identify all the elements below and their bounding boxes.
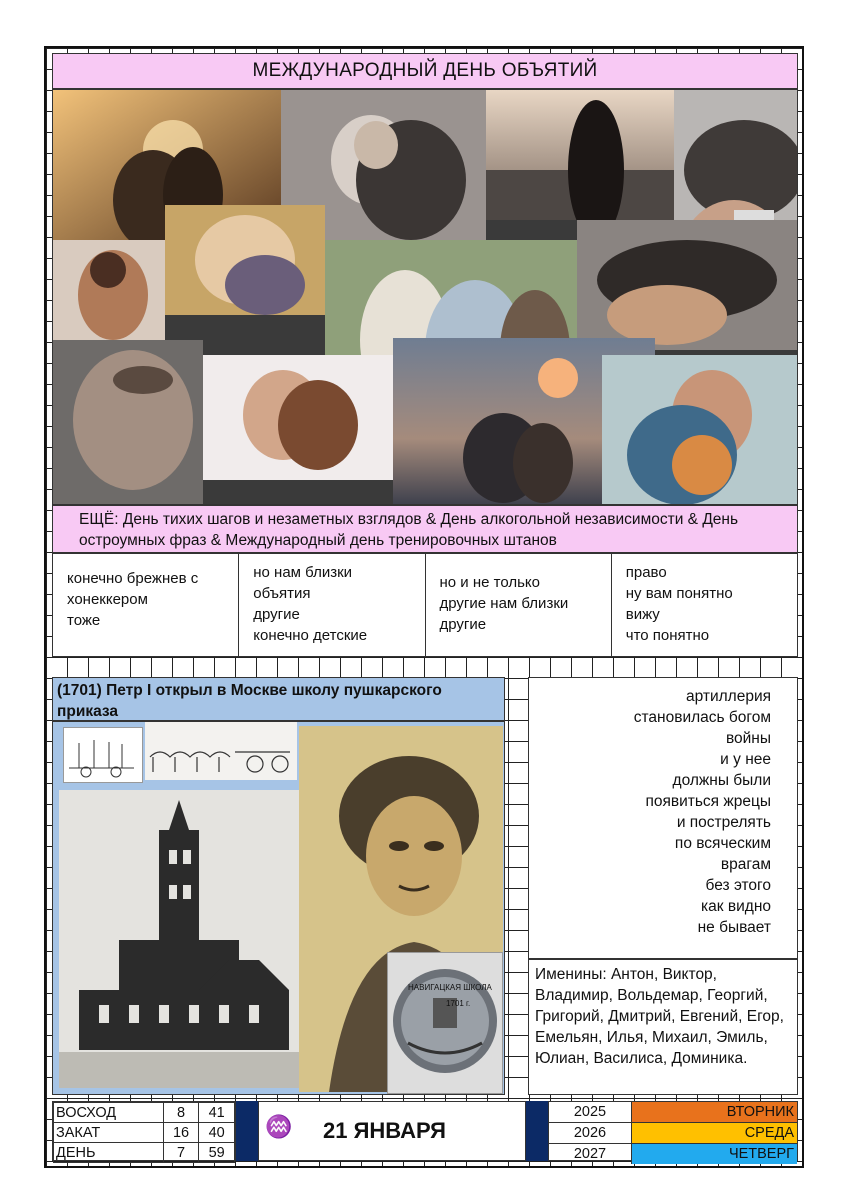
sun-row-sunset (54, 1123, 235, 1143)
aquarius-icon: ♒ (265, 1114, 293, 1139)
joke-line: конечно брежнев с (67, 570, 199, 587)
sun-row-daylength (54, 1143, 235, 1163)
year-row (549, 1144, 797, 1164)
joke-line: другие нам близки (439, 595, 569, 612)
name-days-text: Именины: Антон, Виктор, Владимир, Вольдемар, Георгий, Григорий, Дмитрий, Евгений, Егор, Емельян, Илья, Михаил, Эмиль, Юлиан, Василиса, Доминика. (535, 966, 784, 1067)
joke-line: объятия (253, 585, 311, 602)
sun-label: ЗАКАТ (54, 1123, 164, 1143)
date-box (258, 1101, 526, 1161)
year-number: 2027 (549, 1144, 632, 1164)
date-text: 21 ЯНВАРЯ (323, 1118, 446, 1143)
joke-column-3 (426, 554, 612, 656)
year-weekdays (548, 1101, 798, 1161)
year-number: 2025 (549, 1102, 632, 1122)
year-number: 2026 (549, 1123, 632, 1143)
sun-times-table (52, 1101, 236, 1161)
joke-line: ну вам понятно (625, 585, 733, 602)
poem-line: врагам (720, 856, 771, 873)
illustration-navigation-school-coin (387, 952, 503, 1094)
weekday-label: ВТОРНИК (632, 1102, 797, 1122)
name-days (528, 959, 798, 1095)
year-row (549, 1123, 797, 1144)
joke-line: тоже (67, 612, 101, 629)
poem-line: становилась богом (633, 709, 771, 726)
page-title (52, 53, 798, 89)
joke-line: что понятно (625, 627, 710, 644)
sun-hours: 8 (163, 1103, 199, 1123)
photo-man-woman-closeup (203, 355, 393, 480)
history-illustrations (52, 721, 505, 1095)
poem-line: как видно (701, 898, 771, 915)
poem-line: по всяческим (674, 835, 771, 852)
page-title-text: МЕЖДУНАРОДНЫЙ ДЕНЬ ОБЪЯТИЙ (252, 60, 598, 81)
sun-hours: 16 (163, 1123, 199, 1143)
joke-line: но нам близки (253, 564, 353, 581)
photo-couple-bare (53, 240, 165, 340)
also-celebrated (52, 505, 798, 553)
also-celebrated-text: ЕЩЁ: День тихих шагов и незаметных взглядов & День алкогольной независимости & День остроумных фраз & Международный день тренировочных штанов (79, 511, 739, 549)
photo-silhouette-beach (486, 90, 674, 220)
jokes-row (52, 553, 798, 657)
poem-line: не бывает (697, 919, 771, 936)
joke-line: но и не только (439, 574, 540, 591)
weekday-label: ЧЕТВЕРГ (632, 1144, 797, 1164)
joke-line: другие (439, 616, 487, 633)
poem-line: появиться жрецы (645, 793, 771, 810)
photo-women-hug (165, 205, 325, 315)
weekday-label: СРЕДА (632, 1123, 797, 1143)
poem-line: и у нее (720, 751, 771, 768)
poem-line: артиллерия (685, 688, 771, 705)
joke-line: вижу (625, 606, 660, 623)
date-accent-bar-right (526, 1101, 548, 1161)
sun-hours: 7 (163, 1143, 199, 1163)
sun-minutes: 59 (199, 1143, 235, 1163)
illustration-sukharev-tower (59, 790, 309, 1088)
illustration-horse-cart (145, 722, 297, 780)
sun-label: ДЕНЬ (54, 1143, 164, 1163)
history-title-text: (1701) Петр I открыл в Москве школу пушкарского приказа (57, 682, 442, 720)
photo-bed-embrace (577, 220, 798, 350)
sun-minutes: 41 (199, 1103, 235, 1123)
joke-line: хонеккером (67, 591, 148, 608)
year-row (549, 1102, 797, 1123)
photo-man-comforting-woman (602, 355, 798, 505)
illustration-cannon-crew (63, 727, 143, 783)
joke-line: другие (253, 606, 300, 623)
hug-photo-collage (52, 89, 798, 505)
poem-line: без этого (705, 877, 771, 894)
joke-column-4 (612, 554, 797, 656)
sun-label: ВОСХОД (54, 1103, 164, 1123)
photo-hands-hug (53, 340, 203, 505)
sun-row-sunrise (54, 1103, 235, 1123)
coin-inscription: НАВИГАЦКАЯ ШКОЛА (408, 983, 492, 992)
poem-line: войны (725, 730, 771, 747)
joke-column-2 (239, 554, 425, 656)
date-accent-bar-left (236, 1101, 258, 1161)
joke-column-1 (53, 554, 239, 656)
joke-line: право (625, 564, 667, 581)
coin-year: 1701 г. (446, 999, 471, 1008)
history-title (52, 677, 505, 721)
side-poem (528, 677, 798, 959)
poem-line: и пострелять (676, 814, 771, 831)
sun-minutes: 40 (199, 1123, 235, 1143)
joke-line: конечно детские (253, 627, 368, 644)
poem-line: должны были (672, 772, 771, 789)
